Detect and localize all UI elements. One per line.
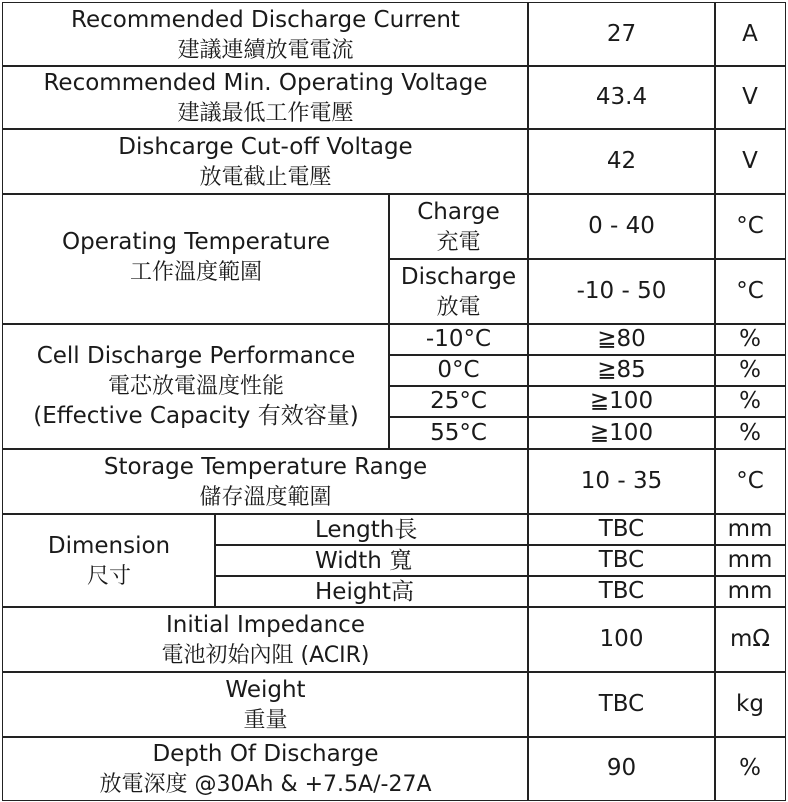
height-label-text: Height高 (315, 579, 415, 605)
length-value: TBC (527, 513, 716, 546)
min-voltage-label-zh: 建議最低工作電壓 (177, 100, 354, 126)
weight-label (2, 671, 529, 738)
discharge-current-value: 27 (527, 2, 716, 67)
cutoff-voltage-unit: V (714, 128, 786, 195)
length-unit: mm (714, 513, 786, 546)
dod-unit: % (714, 736, 786, 801)
perf-temp-2: 0°C (388, 354, 529, 387)
cutoff-voltage-label (2, 128, 529, 195)
cutoff-voltage-label-en: Dishcarge Cut-off Voltage (118, 133, 413, 160)
charge-label-en: Charge (417, 198, 500, 225)
dod-label-en: Depth Of Discharge (152, 740, 379, 767)
width-label-text: Width 寬 (315, 548, 413, 574)
weight-label-en: Weight (225, 676, 306, 703)
storage-temp-label (2, 448, 529, 515)
height-unit: mm (714, 575, 786, 608)
impedance-label (2, 606, 529, 673)
perf-temp-4: 55°C (388, 416, 529, 450)
discharge-temp-value: -10 - 50 (527, 258, 716, 325)
length-label (214, 513, 529, 546)
discharge-temp-unit: °C (714, 258, 786, 325)
perf-value-3: ≧100 (527, 385, 716, 418)
min-voltage-value: 43.4 (527, 65, 716, 130)
min-voltage-label (2, 65, 529, 130)
perf-temp-3: 25°C (388, 385, 529, 418)
dod-value: 90 (527, 736, 716, 801)
perf-value-2: ≧85 (527, 354, 716, 387)
perf-value-1: ≧80 (527, 323, 716, 356)
operating-temp-label (2, 193, 390, 325)
cell-performance-label-note: (Effective Capacity 有效容量) (33, 403, 359, 429)
weight-label-zh: 重量 (243, 707, 288, 733)
discharge-current-unit: A (714, 2, 786, 67)
dimension-label-en: Dimension (47, 532, 171, 559)
dimension-label-zh: 尺寸 (86, 563, 131, 589)
cutoff-voltage-value: 42 (527, 128, 716, 195)
dod-label (2, 736, 529, 801)
storage-temp-value: 10 - 35 (527, 448, 716, 515)
operating-temp-label-zh: 工作溫度範圍 (129, 260, 262, 285)
operating-temp-label-en: Operating Temperature (62, 229, 330, 255)
impedance-label-en: Initial Impedance (166, 611, 365, 638)
charge-label (388, 193, 529, 260)
perf-unit-2: % (714, 354, 786, 387)
width-unit: mm (714, 544, 786, 577)
cell-performance-label-en: Cell Discharge Performance (36, 343, 356, 369)
discharge-label-zh: 放電 (436, 294, 481, 320)
charge-label-zh: 充電 (436, 229, 481, 255)
impedance-label-zh: 電池初始內阻 (ACIR) (161, 642, 370, 668)
dimension-label (2, 513, 216, 608)
width-value: TBC (527, 544, 716, 577)
storage-temp-unit: °C (714, 448, 786, 515)
storage-temp-label-zh: 儲存溫度範圍 (199, 484, 332, 510)
impedance-value: 100 (527, 606, 716, 673)
cell-performance-label (2, 323, 390, 450)
perf-unit-1: % (714, 323, 786, 356)
cutoff-voltage-label-zh: 放電截止電壓 (199, 164, 332, 190)
charge-temp-value: 0 - 40 (527, 193, 716, 260)
discharge-current-label-zh: 建議連續放電電流 (177, 37, 354, 63)
perf-temp-1: -10°C (388, 323, 529, 356)
min-voltage-label-en: Recommended Min. Operating Voltage (43, 69, 488, 96)
perf-unit-4: % (714, 416, 786, 450)
discharge-current-label (2, 2, 529, 67)
perf-unit-3: % (714, 385, 786, 418)
length-label-text: Length長 (315, 517, 418, 543)
cell-performance-label-zh: 電芯放電溫度性能 (107, 374, 284, 399)
impedance-unit: mΩ (714, 606, 786, 673)
height-value: TBC (527, 575, 716, 608)
min-voltage-unit: V (714, 65, 786, 130)
weight-value: TBC (527, 671, 716, 738)
height-label (214, 575, 529, 608)
storage-temp-label-en: Storage Temperature Range (103, 453, 428, 480)
discharge-current-label-en: Recommended Discharge Current (71, 6, 460, 33)
dod-label-zh: 放電深度 @30Ah & +7.5A/-27A (99, 771, 432, 797)
charge-temp-unit: °C (714, 193, 786, 260)
width-label (214, 544, 529, 577)
discharge-label-en: Discharge (400, 263, 517, 290)
perf-value-4: ≧100 (527, 416, 716, 450)
discharge-label (388, 258, 529, 325)
weight-unit: kg (714, 671, 786, 738)
